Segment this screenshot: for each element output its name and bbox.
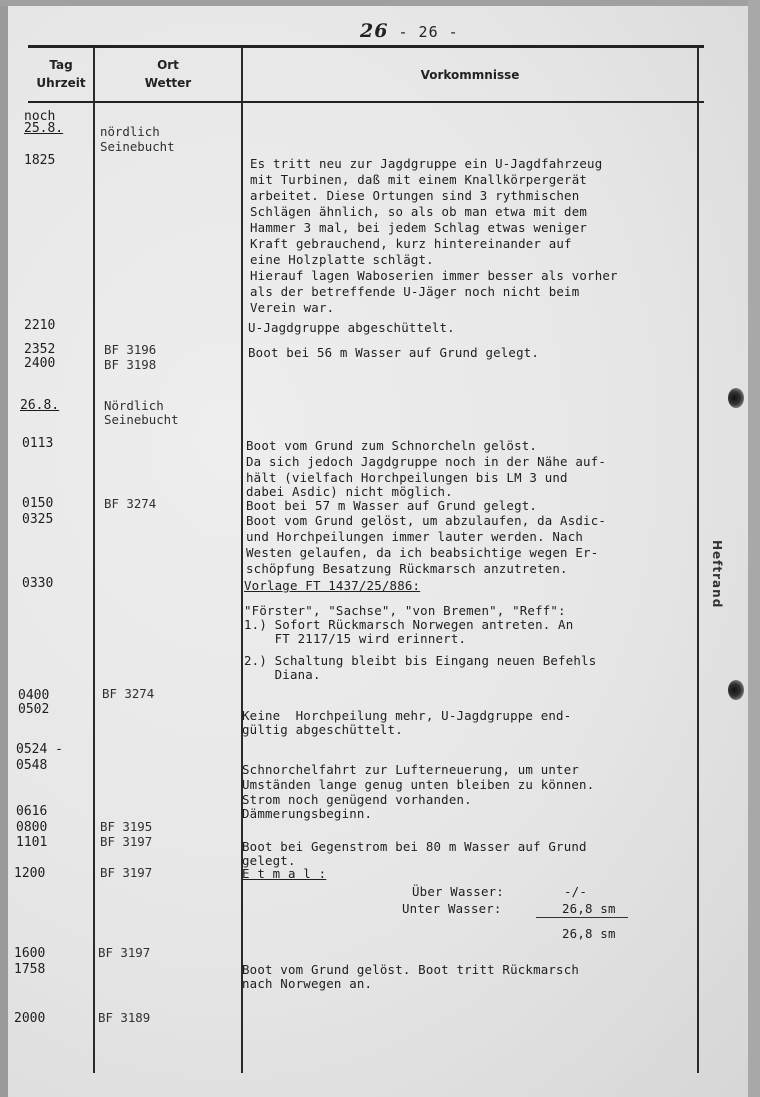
header-tag: Tag: [49, 58, 73, 72]
header-vorkommnisse: Vorkommnisse: [420, 68, 520, 82]
time-0113: 0113: [22, 436, 54, 451]
date-25-8: 25.8.: [24, 121, 64, 136]
header-uhrzeit: Uhrzeit: [36, 76, 86, 90]
page-number-typed: - 26 -: [398, 23, 459, 41]
location-bf-3197-2: BF 3197: [100, 865, 153, 880]
time-1600: 1600: [14, 946, 46, 961]
time-0325: 0325: [22, 512, 54, 527]
entry-line: 2.) Schaltung bleibt bis Eingang neuen Befehls: [244, 653, 597, 668]
location-bf-3198: BF 3198: [104, 357, 157, 372]
entry-line: Boot bei Gegenstrom bei 80 m Wasser auf Grund: [242, 839, 587, 854]
location-bf-3195: BF 3195: [100, 819, 153, 834]
time-0800: 0800: [16, 820, 48, 835]
header-tag-uhrzeit: [30, 56, 92, 92]
entry-line: Diana.: [244, 667, 321, 682]
entry-line: Keine Horchpeilung mehr, U-Jagdgruppe end-: [242, 708, 572, 723]
time-0616: 0616: [16, 804, 48, 819]
time-2400: 2400: [24, 356, 56, 371]
etmal-sum-rule: [536, 917, 628, 918]
date-26-8: 26.8.: [20, 398, 60, 413]
entry-line: schöpfung Besatzung Rückmarsch anzutreten.: [246, 561, 568, 576]
entry-line: eine Holzplatte schlägt.: [250, 252, 434, 267]
entry-line: Westen gelaufen, da ich beabsichtige wegen Er-: [246, 545, 599, 560]
time-0548: 0548: [16, 758, 48, 773]
entry-line: Dämmerungsbeginn.: [242, 806, 373, 821]
entry-line: dabei Asdic) nicht möglich.: [246, 484, 453, 499]
entry-line: FT 2117/15 wird erinnert.: [244, 631, 467, 646]
column-divider-right: [697, 47, 699, 1073]
entry-line: gültig abgeschüttelt.: [242, 722, 403, 737]
time-0400: 0400: [18, 688, 50, 703]
time-0150: 0150: [22, 496, 54, 511]
header-wetter: Wetter: [144, 76, 192, 90]
entry-0150: Boot bei 57 m Wasser auf Grund gelegt.: [246, 498, 538, 513]
entry-line: Boot vom Grund gelöst. Boot tritt Rückmarsch: [242, 962, 580, 977]
page-edge-right: [748, 0, 760, 1097]
etmal-title: E t m a l :: [242, 866, 327, 881]
page-edge-top: [0, 0, 760, 6]
location-seinebucht-2: Seinebucht: [104, 412, 179, 427]
entry-line: 1.) Sofort Rückmarsch Norwegen antreten. An: [244, 617, 574, 632]
entry-line: und Horchpeilungen immer lauter werden. Nach: [246, 529, 584, 544]
table-top-rule: [28, 45, 704, 48]
location-bf-3196: BF 3196: [104, 342, 157, 357]
entry-line: als der betreffende U-Jäger noch nicht beim: [250, 284, 580, 299]
entry-line: Verein war.: [250, 300, 335, 315]
entry-line: arbeitet. Diese Ortungen sind 3 rythmischen: [250, 188, 580, 203]
entry-line: Da sich jedoch Jagdgruppe noch in der Nähe auf-: [246, 454, 607, 469]
location-noerdlich-2: Nördlich: [104, 398, 164, 413]
entry-line: Schnorchelfahrt zur Lufterneuerung, um unter: [242, 762, 580, 777]
time-1825: 1825: [24, 153, 56, 168]
entry-2210: U-Jagdgruppe abgeschüttelt.: [248, 320, 455, 335]
entry-2352: Boot bei 56 m Wasser auf Grund gelegt.: [248, 345, 540, 360]
time-1758: 1758: [14, 962, 46, 977]
time-noch: noch: [24, 109, 56, 124]
punch-hole-top: [728, 388, 744, 408]
location-bf-3189: BF 3189: [98, 1010, 151, 1025]
etmal-over-label: Über Wasser:: [412, 884, 504, 899]
entry-line: Kraft gebrauchend, kurz hintereinander auf: [250, 236, 572, 251]
time-2000: 2000: [14, 1011, 46, 1026]
entry-line: hält (vielfach Horchpeilungen bis LM 3 und: [246, 470, 568, 485]
entry-line: Hammer 3 mal, bei jedem Schlag etwas weniger: [250, 220, 588, 235]
column-divider-2: [241, 47, 243, 1073]
location-bf-3274: BF 3274: [104, 496, 157, 511]
entry-line: Hierauf lagen Waboserien immer besser als vorher: [250, 268, 618, 283]
header-bottom-rule: [28, 101, 704, 103]
etmal-under-value: 26,8 sm: [562, 901, 616, 916]
entry-line: Umständen lange genug unten bleiben zu können.: [242, 777, 595, 792]
page-number: [360, 20, 459, 42]
location-bf-3197-3: BF 3197: [98, 945, 151, 960]
entry-line: Schlägen ähnlich, so als ob man etwa mit dem: [250, 204, 588, 219]
entry-line: Strom noch genügend vorhanden.: [242, 792, 472, 807]
header-ort-wetter: [96, 56, 240, 92]
time-0524: 0524 -: [16, 742, 63, 757]
column-divider-1: [93, 47, 95, 1073]
entry-line: gelegt.: [242, 853, 296, 868]
time-0502: 0502: [18, 702, 50, 717]
entry-line: nach Norwegen an.: [242, 976, 373, 991]
time-1101: 1101: [16, 835, 48, 850]
entry-0330-title: Vorlage FT 1437/25/886:: [244, 578, 421, 593]
time-2210: 2210: [24, 318, 56, 333]
page-number-handwritten: 26: [360, 20, 389, 42]
time-0330: 0330: [22, 576, 54, 591]
entry-line: Es tritt neu zur Jagdgruppe ein U-Jagdfahrzeug: [250, 156, 603, 171]
etmal-total: 26,8 sm: [562, 926, 616, 941]
location-noerdlich: nördlich: [100, 124, 160, 139]
header-ort: Ort: [157, 58, 179, 72]
heftrand-label: Heftrand: [710, 540, 724, 609]
entry-line: mit Turbinen, daß mit einem Knallkörpergerät: [250, 172, 588, 187]
entry-line: "Förster", "Sachse", "von Bremen", "Reff":: [244, 603, 566, 618]
etmal-under-label: Unter Wasser:: [402, 901, 502, 916]
punch-hole-bottom: [728, 680, 744, 700]
time-2352: 2352: [24, 342, 56, 357]
location-bf-3274-2: BF 3274: [102, 686, 155, 701]
page-edge-left: [0, 0, 8, 1097]
location-seinebucht: Seinebucht: [100, 139, 175, 154]
etmal-over-value: -/-: [564, 884, 587, 899]
time-1200: 1200: [14, 866, 46, 881]
entry-line: Boot vom Grund gelöst, um abzulaufen, da Asdic-: [246, 513, 607, 528]
entry-line: Boot vom Grund zum Schnorcheln gelöst.: [246, 438, 538, 453]
location-bf-3197: BF 3197: [100, 834, 153, 849]
